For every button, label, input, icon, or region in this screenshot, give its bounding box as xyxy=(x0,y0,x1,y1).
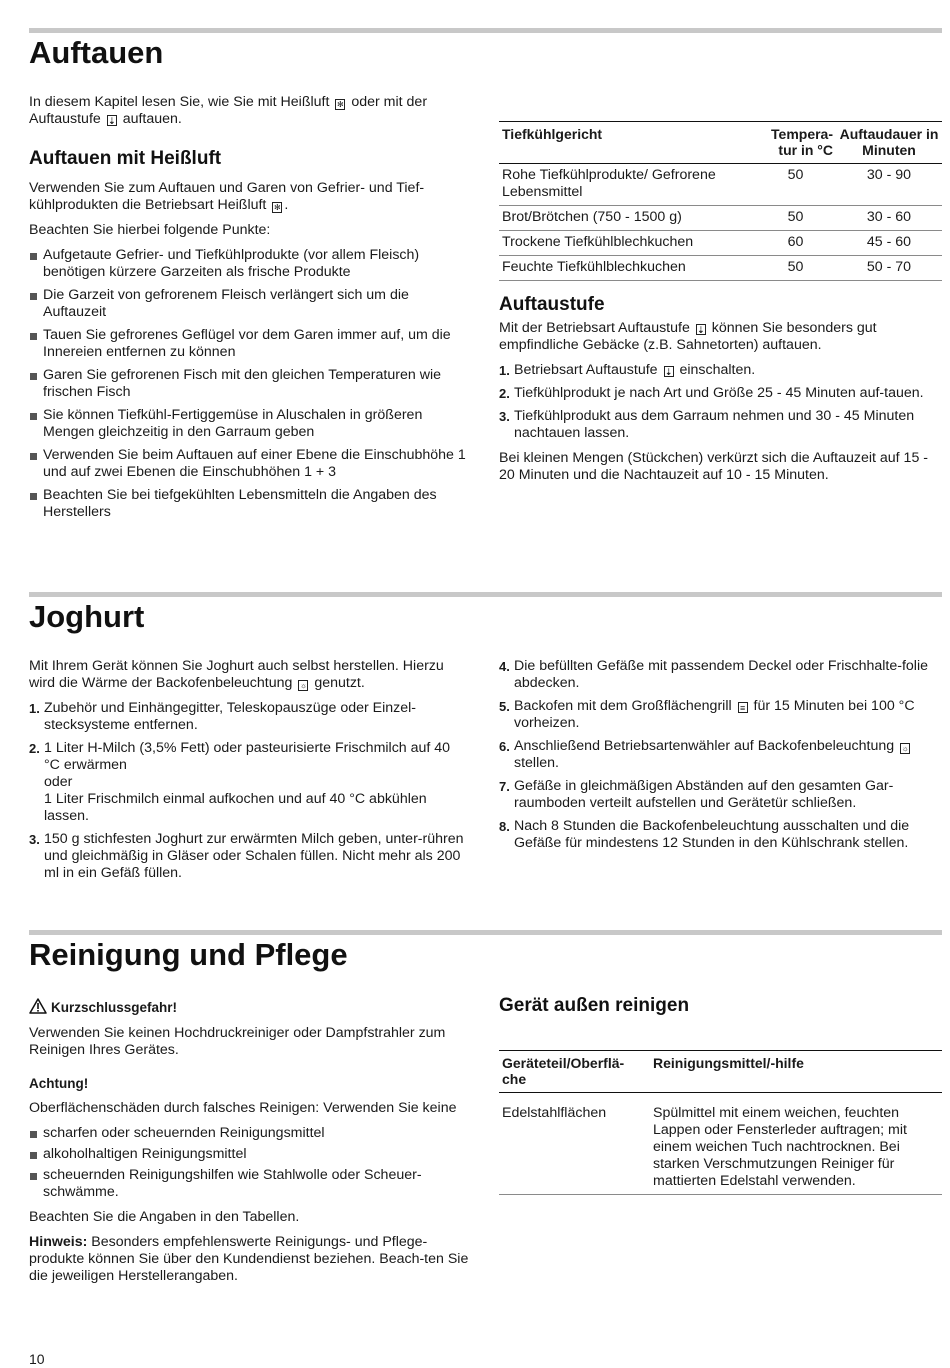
list-item: scharfen oder scheuernden Reinigungsmittel xyxy=(29,1125,469,1142)
auftauen-left-column xyxy=(29,94,469,529)
defrost-icon xyxy=(664,366,674,377)
table-header: Reinigungsmittel/-hilfe xyxy=(650,1051,942,1093)
heissluft-bullet-list xyxy=(29,247,469,521)
auftaustufe-steps xyxy=(499,362,942,442)
auftaustufe-para: Mit der Betriebsart Auftaustufe ⇣ können Sie besonders gut empfindliche Gebäcke (z.B. Sahnetorten) auftauen. xyxy=(499,320,942,354)
cleaning-table xyxy=(499,1050,942,1195)
list-item: 4. Die befüllten Gefäße mit passendem Deckel oder Frischhalte-folie abdecken. xyxy=(499,658,928,691)
list-item: 3. 150 g stichfesten Joghurt zur erwärmten Milch geben, unter-rühren und gleichmäßig in Gläser oder Schalen füllen. Nicht mehr als 200 ml in ein Gefäß füllen. xyxy=(29,831,464,881)
list-item: Garen Sie gefrorenen Fisch mit den gleichen Temperaturen wie frischen Fisch xyxy=(29,367,469,401)
page-number: 10 xyxy=(29,1351,45,1367)
reinigung-left-column xyxy=(29,998,469,1293)
joghurt-left-column xyxy=(29,658,469,890)
list-item: 1. Betriebsart Auftaustufe ⇣ einschalten. xyxy=(499,362,942,379)
achtung-title: Achtung! xyxy=(29,1076,89,1091)
list-item: 7. Gefäße in gleichmäßigen Abständen auf den gesamten Gar-raumboden verteilt aufstellen und Gerätetür schließen. xyxy=(499,778,894,811)
table-row: Trockene Tiefkühlblechkuchen 60 45 - 60 xyxy=(499,231,942,256)
joghurt-steps-right xyxy=(499,658,944,852)
section-rule-joghurt xyxy=(29,592,942,597)
section-title-reinigung: Reinigung und Pflege xyxy=(29,937,348,972)
section-title-auftauen: Auftauen xyxy=(29,35,164,70)
list-item: 2. 1 Liter H-Milch (3,5% Fett) oder pasteurisierte Frischmilch auf 40 °C erwärmen oder 1 Liter Frischmilch einmal aufkochen und auf 40 °C abkühlen lassen. xyxy=(29,740,451,824)
list-item: Die Garzeit von gefrorenem Fleisch verlängert sich um die Auftauzeit xyxy=(29,287,469,321)
table-header: Tempera-tur in °C xyxy=(755,122,836,164)
heading-geraet-aussen: Gerät außen reinigen xyxy=(499,995,690,1016)
joghurt-steps-left xyxy=(29,700,469,882)
reinigung-right-column xyxy=(499,995,942,1195)
warning-text: Verwenden Sie keinen Hochdruckreiniger oder Dampfstrahler zum Reinigen Ihres Gerätes. xyxy=(29,1025,446,1058)
list-item: 6. Anschließend Betriebsartenwähler auf Backofenbeleuchtung ☼ stellen. xyxy=(499,738,944,772)
defrost-table xyxy=(499,121,942,281)
tables-note: Beachten Sie die Angaben in den Tabellen. xyxy=(29,1209,300,1225)
list-item: 1. Zubehör und Einhängegitter, Teleskopauszüge oder Einzel-stecksysteme entfernen. xyxy=(29,700,417,733)
list-item: Tauen Sie gefrorenes Geflügel vor dem Garen immer auf, um die Innereien entfernen zu können xyxy=(29,327,469,361)
warning-triangle-icon xyxy=(29,998,47,1014)
list-item: Sie können Tiefkühl-Fertiggemüse in Aluschalen in größeren Mengen gleichzeitig in den Garraum geben xyxy=(29,407,469,441)
warning-heading: Kurzschlussgefahr! xyxy=(29,998,469,1017)
table-header: Auftaudauer in Minuten xyxy=(836,122,942,164)
oven-light-icon xyxy=(900,743,910,754)
list-item: 3. Tiefkühlprodukt aus dem Garraum nehmen und 30 - 45 Minuten nachtauen lassen. xyxy=(499,408,915,441)
joghurt-right-column xyxy=(499,658,944,860)
joghurt-intro: Mit Ihrem Gerät können Sie Joghurt auch selbst herstellen. Hierzu wird die Wärme der Backofenbeleuchtung ☼ genutzt. xyxy=(29,658,469,692)
auftauen-intro: In diesem Kapitel lesen Sie, wie Sie mit Heißluft ✻ oder mit der Auftaustufe ⇣ auftauen. xyxy=(29,94,469,128)
list-item: Beachten Sie bei tiefgekühlten Lebensmitteln die Angaben des Herstellers xyxy=(29,487,469,521)
section-rule-reinigung xyxy=(29,930,942,935)
table-header: Geräteteil/Oberflä-che xyxy=(499,1051,650,1093)
table-row: Feuchte Tiefkühlblechkuchen 50 50 - 70 xyxy=(499,256,942,281)
section-title-joghurt: Joghurt xyxy=(29,599,145,634)
table-row: Brot/Brötchen (750 - 1500 g) 50 30 - 60 xyxy=(499,206,942,231)
list-item: Verwenden Sie beim Auftauen auf einer Ebene die Einschubhöhe 1 und auf zwei Ebenen die Einschubhöhen 1 + 3 xyxy=(29,447,469,481)
list-item: 8. Nach 8 Stunden die Backofenbeleuchtung ausschalten und die Gefäße für mindestens 12 Stunden in den Kühlschrank stellen. xyxy=(499,818,910,851)
heissluft-points-intro: Beachten Sie hierbei folgende Punkte: xyxy=(29,222,271,238)
table-row: Edelstahlflächen Spülmittel mit einem weichen, feuchten Lappen oder Fensterleder auftragen; mit einem weichen Tuch nachtrocknen. Bei starken Verschmutzungen Reiniger für mattierten Edelstahl verwenden. xyxy=(499,1093,942,1195)
achtung-text: Oberflächenschäden durch falsches Reinigen: Verwenden Sie keine xyxy=(29,1100,457,1116)
oven-light-icon xyxy=(298,680,308,691)
auftaustufe-note: Bei kleinen Mengen (Stückchen) verkürzt sich die Auftauzeit auf 15 - 20 Minuten und die Nachtauzeit auf 10 - 15 Minuten. xyxy=(499,450,929,483)
defrost-icon xyxy=(696,324,706,335)
defrost-icon xyxy=(107,115,117,126)
list-item: 5. Backofen mit dem Großflächengrill ≡ für 15 Minuten bei 100 °C vorheizen. xyxy=(499,698,944,732)
auftauen-right-column xyxy=(499,121,942,492)
table-row: Rohe Tiefkühlprodukte/ Gefrorene Lebensmittel 50 30 - 90 xyxy=(499,164,942,206)
hinweis-para: Hinweis: Besonders empfehlenswerte Reinigungs- und Pflege-produkte können Sie über den Kundendienst beziehen. Beach-ten Sie die jeweiligen Herstellerangaben. xyxy=(29,1234,469,1284)
hot-air-fan-icon xyxy=(272,202,282,213)
section-rule-auftauen xyxy=(29,28,942,33)
table-header-row xyxy=(499,122,942,164)
list-item: alkoholhaltigen Reinigungsmittel xyxy=(29,1146,469,1163)
heading-auftaustufe: Auftaustufe xyxy=(499,294,605,315)
list-item: scheuernden Reinigungshilfen wie Stahlwolle oder Scheuer-schwämme. xyxy=(29,1167,469,1201)
heissluft-para: Verwenden Sie zum Auftauen und Garen von Gefrier- und Tief-kühlprodukten die Betriebsart Heißluft ✻ . xyxy=(29,180,469,214)
achtung-bullet-list xyxy=(29,1125,469,1201)
list-item: 2. Tiefkühlprodukt je nach Art und Größe 25 - 45 Minuten auf-tauen. xyxy=(499,385,924,401)
list-item: Aufgetaute Gefrier- und Tiefkühlprodukte (vor allem Fleisch) benötigen kürzere Garzeiten als frische Produkte xyxy=(29,247,469,281)
table-header-row xyxy=(499,1051,942,1093)
heading-auftauen-heissluft: Auftauen mit Heißluft xyxy=(29,148,222,169)
table-header: Tiefkühlgericht xyxy=(499,122,755,164)
hot-air-fan-icon xyxy=(335,99,345,110)
grill-icon xyxy=(738,702,748,713)
